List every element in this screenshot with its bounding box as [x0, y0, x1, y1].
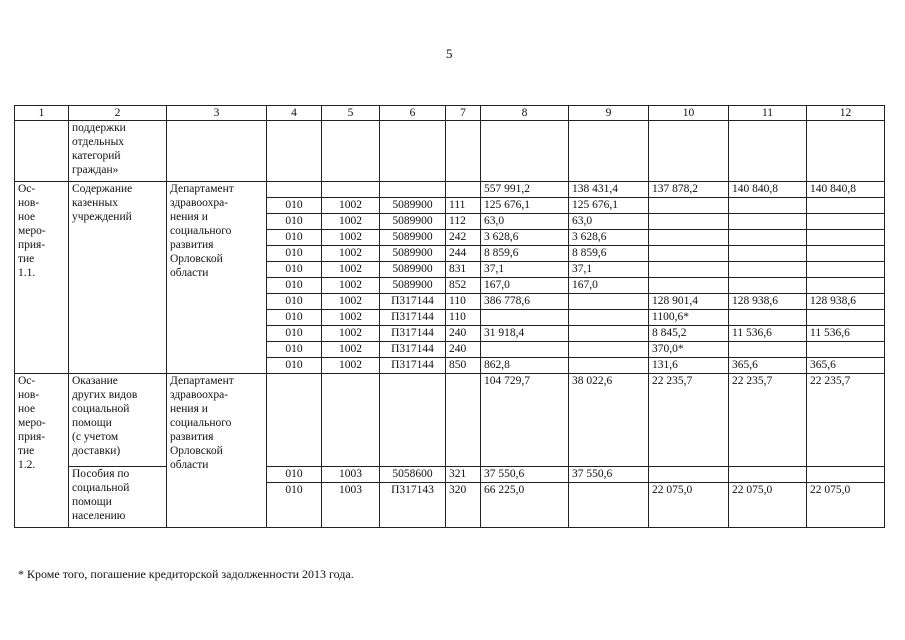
amount-cell: 3 628,6 — [569, 230, 649, 246]
amount-cell — [729, 262, 807, 278]
amount-cell — [807, 214, 885, 230]
amount-cell — [481, 342, 569, 358]
header-row — [15, 106, 885, 121]
empty-cell — [807, 121, 885, 182]
table-row — [15, 374, 885, 467]
code-cell: 5089900 — [380, 198, 446, 214]
amount-cell: 63,0 — [481, 214, 569, 230]
amount-cell — [807, 246, 885, 262]
header-cell: 4 — [267, 106, 322, 121]
amount-cell: 138 431,4 — [569, 182, 649, 198]
code-cell: 240 — [446, 342, 481, 358]
amount-cell: 8 859,6 — [569, 246, 649, 262]
amount-cell — [569, 358, 649, 374]
amount-cell: 365,6 — [729, 358, 807, 374]
empty-cell — [481, 121, 569, 182]
code-cell: 1002 — [322, 294, 380, 310]
amount-cell — [807, 467, 885, 483]
amount-cell — [649, 278, 729, 294]
budget-table — [14, 105, 885, 528]
amount-cell: 37 550,6 — [481, 467, 569, 483]
amount-cell: 31 918,4 — [481, 326, 569, 342]
amount-cell — [729, 198, 807, 214]
measure-name: Пособия по социальной помощи населению — [69, 467, 167, 528]
code-cell: 5089900 — [380, 214, 446, 230]
code-cell: 321 — [446, 467, 481, 483]
empty-cell — [649, 121, 729, 182]
amount-cell — [649, 467, 729, 483]
code-cell: 1002 — [322, 310, 380, 326]
empty-cell — [729, 121, 807, 182]
code-cell: 010 — [267, 278, 322, 294]
amount-cell: 22 075,0 — [729, 483, 807, 528]
code-cell: 1002 — [322, 342, 380, 358]
code-cell — [267, 374, 322, 467]
table-row — [15, 182, 885, 198]
amount-cell — [569, 326, 649, 342]
empty-cell — [380, 121, 446, 182]
table-row — [15, 121, 885, 182]
amount-cell — [729, 278, 807, 294]
amount-cell: 22 235,7 — [807, 374, 885, 467]
code-cell: П317144 — [380, 342, 446, 358]
code-cell: 010 — [267, 262, 322, 278]
amount-cell: 22 235,7 — [649, 374, 729, 467]
code-cell: 1003 — [322, 483, 380, 528]
amount-cell — [569, 342, 649, 358]
empty-cell — [569, 121, 649, 182]
code-cell — [267, 182, 322, 198]
header-cell: 7 — [446, 106, 481, 121]
code-cell — [446, 374, 481, 467]
code-cell: 010 — [267, 294, 322, 310]
header-cell: 1 — [15, 106, 69, 121]
amount-cell: 8 845,2 — [649, 326, 729, 342]
amount-cell — [729, 342, 807, 358]
code-cell — [446, 182, 481, 198]
amount-cell: 104 729,7 — [481, 374, 569, 467]
amount-cell: 22 075,0 — [807, 483, 885, 528]
amount-cell — [569, 483, 649, 528]
amount-cell — [807, 342, 885, 358]
empty-cell — [322, 121, 380, 182]
department: Департамент здравоохра- нения и социального развития Орловской области — [167, 374, 267, 528]
amount-cell — [729, 467, 807, 483]
amount-cell: 862,8 — [481, 358, 569, 374]
code-cell: П317144 — [380, 294, 446, 310]
code-cell: 1002 — [322, 246, 380, 262]
department: Департамент здравоохра- нения и социального развития Орловской области — [167, 182, 267, 374]
code-cell: 010 — [267, 467, 322, 483]
measure-label: Ос- нов- ное меро- прия- тие 1.2. — [15, 374, 69, 528]
amount-cell: 37,1 — [481, 262, 569, 278]
amount-cell: 128 938,6 — [807, 294, 885, 310]
amount-cell — [807, 278, 885, 294]
code-cell: 240 — [446, 326, 481, 342]
empty-cell — [446, 121, 481, 182]
code-cell: 112 — [446, 214, 481, 230]
code-cell: 110 — [446, 294, 481, 310]
header-cell: 12 — [807, 106, 885, 121]
amount-cell — [807, 310, 885, 326]
amount-cell: 557 991,2 — [481, 182, 569, 198]
code-cell — [380, 182, 446, 198]
header-cell: 8 — [481, 106, 569, 121]
code-cell: 010 — [267, 230, 322, 246]
code-cell: 110 — [446, 310, 481, 326]
amount-cell: 37,1 — [569, 262, 649, 278]
code-cell: 1002 — [322, 198, 380, 214]
amount-cell: 8 859,6 — [481, 246, 569, 262]
code-cell: 1003 — [322, 467, 380, 483]
amount-cell: 1100,6* — [649, 310, 729, 326]
code-cell: 244 — [446, 246, 481, 262]
amount-cell — [649, 230, 729, 246]
measure-name: Оказание других видов социальной помощи (с учетом доставки) — [69, 374, 167, 467]
table-row — [15, 467, 885, 483]
code-cell: 5089900 — [380, 230, 446, 246]
amount-cell: 365,6 — [807, 358, 885, 374]
amount-cell — [729, 246, 807, 262]
header-cell: 5 — [322, 106, 380, 121]
amount-cell: 11 536,6 — [807, 326, 885, 342]
code-cell: 1002 — [322, 278, 380, 294]
code-cell: 010 — [267, 326, 322, 342]
amount-cell — [807, 230, 885, 246]
code-cell: 010 — [267, 358, 322, 374]
code-cell: П317144 — [380, 358, 446, 374]
amount-cell: 22 075,0 — [649, 483, 729, 528]
amount-cell: 140 840,8 — [807, 182, 885, 198]
code-cell — [322, 182, 380, 198]
code-cell: 010 — [267, 342, 322, 358]
code-cell: 5089900 — [380, 246, 446, 262]
code-cell: 320 — [446, 483, 481, 528]
amount-cell — [649, 246, 729, 262]
amount-cell: 125 676,1 — [481, 198, 569, 214]
amount-cell: 137 878,2 — [649, 182, 729, 198]
amount-cell — [649, 262, 729, 278]
code-cell — [322, 374, 380, 467]
amount-cell — [649, 214, 729, 230]
header-cell: 10 — [649, 106, 729, 121]
amount-cell — [481, 310, 569, 326]
amount-cell: 370,0* — [649, 342, 729, 358]
code-cell: П317144 — [380, 310, 446, 326]
code-cell: П317143 — [380, 483, 446, 528]
amount-cell: 63,0 — [569, 214, 649, 230]
code-cell: 831 — [446, 262, 481, 278]
measure-name: Содержание казенных учреждений — [69, 182, 167, 374]
amount-cell: 140 840,8 — [729, 182, 807, 198]
amount-cell: 128 938,6 — [729, 294, 807, 310]
amount-cell — [649, 198, 729, 214]
header-cell: 9 — [569, 106, 649, 121]
code-cell: 5089900 — [380, 262, 446, 278]
code-cell: 1002 — [322, 262, 380, 278]
amount-cell: 11 536,6 — [729, 326, 807, 342]
footnote: * Кроме того, погашение кредиторской задолженности 2013 года. — [18, 567, 354, 581]
amount-cell — [729, 214, 807, 230]
amount-cell: 167,0 — [481, 278, 569, 294]
page-number: 5 — [446, 46, 453, 61]
code-cell: П317144 — [380, 326, 446, 342]
amount-cell — [569, 310, 649, 326]
amount-cell — [807, 198, 885, 214]
code-cell: 1002 — [322, 358, 380, 374]
program-continuation: поддержки отдельных категорий граждан» — [69, 121, 167, 182]
amount-cell — [807, 262, 885, 278]
code-cell: 5089900 — [380, 278, 446, 294]
amount-cell: 125 676,1 — [569, 198, 649, 214]
amount-cell: 22 235,7 — [729, 374, 807, 467]
code-cell: 010 — [267, 310, 322, 326]
code-cell: 242 — [446, 230, 481, 246]
empty-cell — [267, 121, 322, 182]
empty-cell — [167, 121, 267, 182]
amount-cell: 38 022,6 — [569, 374, 649, 467]
header-cell: 6 — [380, 106, 446, 121]
code-cell: 010 — [267, 483, 322, 528]
amount-cell: 386 778,6 — [481, 294, 569, 310]
amount-cell: 37 550,6 — [569, 467, 649, 483]
code-cell: 010 — [267, 214, 322, 230]
code-cell: 010 — [267, 246, 322, 262]
empty-cell — [15, 121, 69, 182]
code-cell: 1002 — [322, 214, 380, 230]
code-cell: 111 — [446, 198, 481, 214]
code-cell: 1002 — [322, 230, 380, 246]
code-cell: 5058600 — [380, 467, 446, 483]
amount-cell: 131,6 — [649, 358, 729, 374]
amount-cell — [729, 310, 807, 326]
code-cell: 1002 — [322, 326, 380, 342]
code-cell — [380, 374, 446, 467]
header-cell: 2 — [69, 106, 167, 121]
amount-cell: 3 628,6 — [481, 230, 569, 246]
header-cell: 11 — [729, 106, 807, 121]
amount-cell: 128 901,4 — [649, 294, 729, 310]
amount-cell: 66 225,0 — [481, 483, 569, 528]
measure-label: Ос- нов- ное меро- прия- тие 1.1. — [15, 182, 69, 374]
amount-cell — [569, 294, 649, 310]
code-cell: 010 — [267, 198, 322, 214]
code-cell: 852 — [446, 278, 481, 294]
code-cell: 850 — [446, 358, 481, 374]
amount-cell — [729, 230, 807, 246]
amount-cell: 167,0 — [569, 278, 649, 294]
header-cell: 3 — [167, 106, 267, 121]
